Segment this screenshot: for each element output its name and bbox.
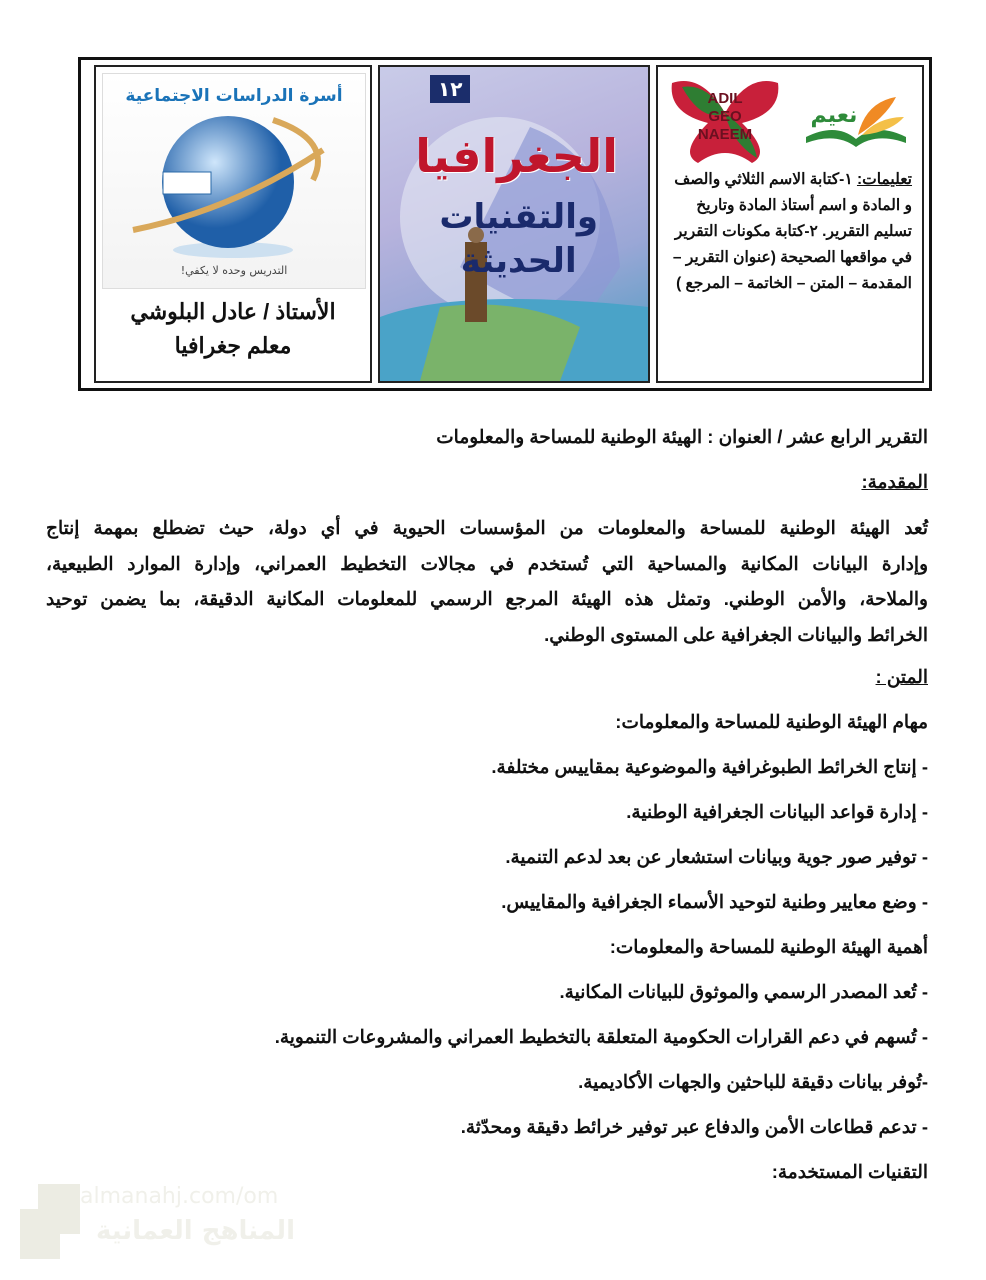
list-item: - إنتاج الخرائط الطبوغرافية والموضوعية بمقاييس مختلفة. xyxy=(491,756,928,777)
paragraph-line: وإدارة البيانات المكانية والمساحية التي تُستخدم في مجالات التخطيط العمراني، وإدارة الموارد الطبيعية، xyxy=(46,552,928,574)
tech-heading: التقنيات المستخدمة: xyxy=(771,1161,928,1182)
instructions-text xyxy=(664,167,912,297)
list-item: - وضع معايير وطنية لتوحيد الأسماء الجغرافية والمقاييس. xyxy=(501,891,928,912)
naeem-logo xyxy=(796,77,914,157)
intro-heading xyxy=(46,465,928,510)
svg-text:ADIL: ADIL xyxy=(707,90,743,107)
list-item: - تُعد المصدر الرسمي والموثوق للبيانات المكانية. xyxy=(559,981,928,1002)
cover-title: الجغرافيا xyxy=(415,129,618,183)
importance-heading: أهمية الهيئة الوطنية للمساحة والمعلومات: xyxy=(609,936,928,957)
textbook-cover xyxy=(378,65,650,383)
tasks-heading: مهام الهيئة الوطنية للمساحة والمعلومات: xyxy=(615,711,928,732)
teacher-name-line: الأستاذ / عادل البلوشي xyxy=(130,299,336,324)
social-studies-logo xyxy=(102,73,366,289)
header-box xyxy=(78,57,932,391)
intro-paragraph xyxy=(46,510,928,652)
teacher-panel xyxy=(94,65,372,383)
list-item: - إدارة قواعد البيانات الجغرافية الوطنية. xyxy=(626,801,928,822)
report-title: التقرير الرابع عشر / العنوان : الهيئة الوطنية للمساحة والمعلومات xyxy=(436,426,928,447)
logo-slogan: التدريس وحده لا يكفي! xyxy=(180,264,288,277)
svg-text:GEO: GEO xyxy=(708,108,742,125)
cover-subtitle xyxy=(439,195,598,283)
grade-number: ١٢ xyxy=(430,75,470,103)
cover-subtitle-line: والتقنيات xyxy=(439,197,598,237)
list-item: -تُوفر بيانات دقيقة للباحثين والجهات الأكاديمية. xyxy=(578,1071,928,1092)
paragraph-line: تُعد الهيئة الوطنية للمساحة والمعلومات من المؤسسات الحيوية في أي دولة، حيث تضطلع بمهمة إنتاج xyxy=(46,517,928,538)
list-item: - تُسهم في دعم القرارات الحكومية المتعلقة بالتخطيط العمراني والمشروعات التنموية. xyxy=(274,1026,928,1047)
paragraph-line: الخرائط والبيانات الجغرافية على المستوى الوطني. xyxy=(544,623,928,645)
adil-geo-naeem-logo xyxy=(662,73,788,165)
svg-text:NAEEM: NAEEM xyxy=(697,126,753,143)
list-item: - تدعم قطاعات الأمن والدفاع عبر توفير خرائط دقيقة ومحدّثة. xyxy=(460,1116,928,1137)
teacher-name xyxy=(96,295,370,363)
body-heading xyxy=(46,660,928,705)
body-heading-text: المتن : xyxy=(875,666,928,687)
logo-title: أسرة الدراسات الاجتماعية xyxy=(125,86,343,106)
watermark-logo xyxy=(20,1209,60,1259)
report-body xyxy=(46,420,928,1200)
intro-heading-text: المقدمة: xyxy=(861,471,928,492)
svg-text:نعيم: نعيم xyxy=(810,103,858,128)
cover-subtitle-line: الحديثة xyxy=(460,241,577,281)
instructions-label: تعليمات: xyxy=(856,171,912,188)
watermark-url: almanahj.com/om xyxy=(80,1184,279,1209)
list-item: - توفير صور جوية وبيانات استشعار عن بعد لدعم التنمية. xyxy=(505,846,928,867)
globe-icon xyxy=(123,110,343,260)
paragraph-line: والملاحة، والأمن الوطني. وتمثل هذه الهيئة المرجع الرسمي للمعلومات المكانية الدقيقة، بما يضمن توحيد xyxy=(46,588,928,609)
instructions-panel xyxy=(656,65,924,383)
watermark-text: المناهج العمانية xyxy=(96,1216,295,1246)
teacher-role: معلم جغرافيا xyxy=(174,333,292,358)
instructions-body: ١-كتابة الاسم الثلاثي والصف و المادة و اسم أستاذ المادة وتاريخ تسليم التقرير. ٢-كتابة مكونات التقرير في مواقعها الصحيحة (عنوان التقرير – المقدمة – المتن – الخاتمة – المرجع ) xyxy=(672,171,912,292)
